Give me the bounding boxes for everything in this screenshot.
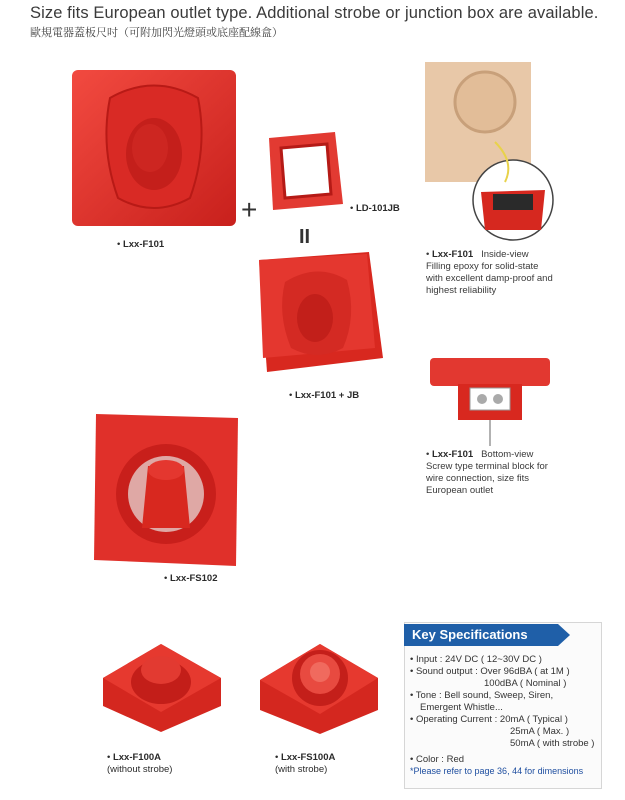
bottom-view-description: • Lxx-F101 Bottom-view Screw type terminal block for wire connection, size fits European outlet (426, 449, 548, 496)
lxx-f101-image (70, 68, 238, 228)
caption-lxx-f101-jb: • Lxx-F101 + JB (289, 390, 360, 401)
spec-heading-arrow (558, 624, 570, 646)
caption-lxx-f101: • Lxx-F101 (117, 239, 165, 250)
dimensions-note: *Please refer to page 36, 44 for dimensions (410, 766, 584, 776)
caption-lxx-fs102: • Lxx-FS102 (164, 573, 218, 584)
lxx-f101-jb-image (255, 252, 385, 376)
lxx-fs100a-image (254, 628, 384, 738)
bottom-view-image (430, 358, 550, 448)
page-title: Size fits European outlet type. Additional strobe or junction box are available. (30, 4, 599, 22)
lxx-f100a-image (97, 626, 227, 736)
caption-ld-101jb: • LD-101JB (350, 203, 400, 214)
ld-101jb-image (265, 130, 345, 212)
inside-view-description: • Lxx-F101 Inside-view Filling epoxy for solid-state with excellent damp-proof and highest reliability (426, 249, 553, 296)
inside-view-image (425, 62, 565, 240)
key-specifications-heading: Key Specifications (404, 624, 558, 646)
equals-sign: II (299, 226, 311, 248)
page-subtitle: 歐規電器蓋板尺吋（可附加閃光燈頭或底座配線盒） (30, 26, 283, 39)
lxx-fs102-image (92, 410, 242, 570)
key-specifications-list: • Input : 24V DC ( 12~30V DC ) • Sound output : Over 96dBA ( at 1M ) 100dBA ( Nominal ) • Tone : Bell sound, Sweep, Siren, Emergent Whistle... • Operating Current : 20mA ( Typical ) 25mA ( Max. ) 50mA ( with strobe ) • Color : Red *Please refer to page 36, 44 for dimensions (410, 654, 595, 776)
caption-lxx-f100a: • Lxx-F100A (without strobe) (107, 752, 173, 775)
caption-lxx-fs100a: • Lxx-FS100A (with strobe) (275, 752, 336, 775)
plus-sign: + (241, 194, 258, 225)
